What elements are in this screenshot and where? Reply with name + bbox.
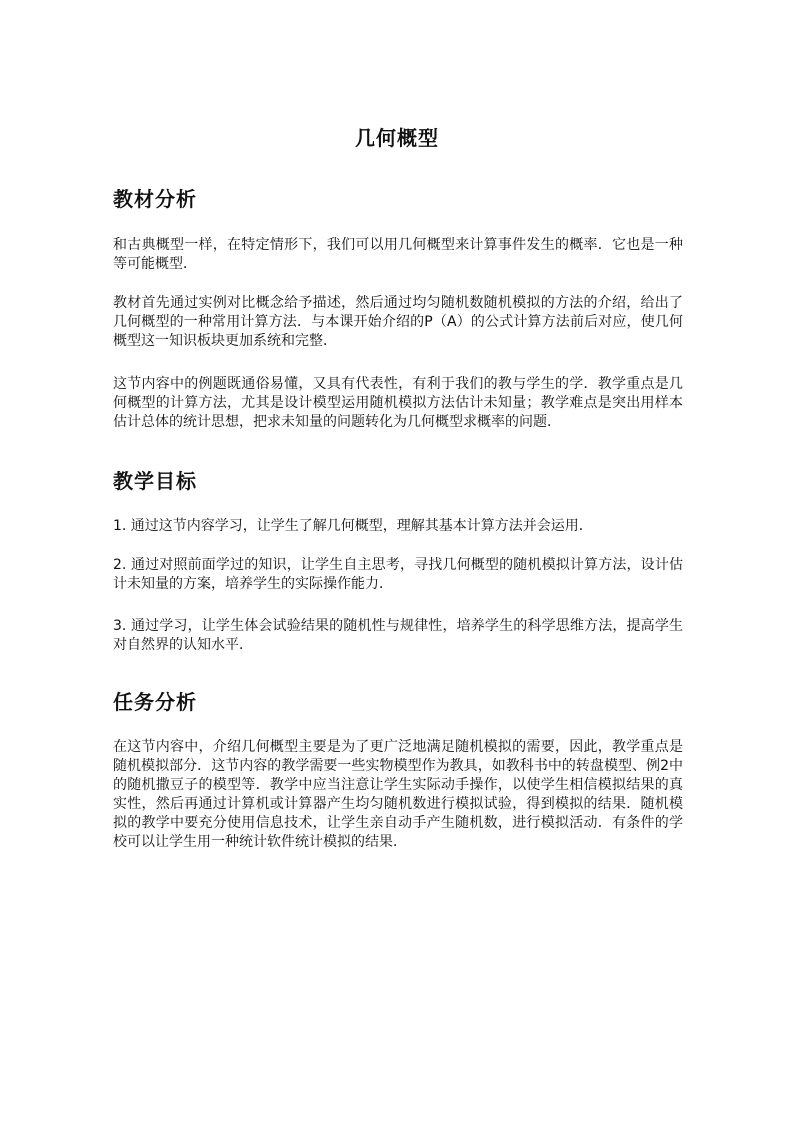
section-heading-task-analysis: 任务分析	[113, 690, 197, 714]
section-heading-teaching-goals: 教学目标	[113, 469, 197, 493]
section-heading-textbook-analysis: 教材分析	[113, 187, 197, 211]
document-title: 几何概型	[355, 126, 439, 150]
paragraph: 这节内容中的例题既通俗易懂，又具有代表性，有利于我们的教与学生的学．教学重点是几何概型的计算方法，尤其是设计模型运用随机模拟方法估计未知量；教学难点是突出用样本估计总体的统计思想，把求未知量的问题转化为几何概型求概率的问题．	[113, 376, 683, 430]
goal-item: 3. 通过学习，让学生体会试验结果的随机性与规律性，培养学生的科学思维方法，提高学生对自然界的认知水平．	[113, 618, 683, 653]
goal-item: 2. 通过对照前面学过的知识，让学生自主思考，寻找几何概型的随机模拟计算方法，设计估计未知量的方案，培养学生的实际操作能力．	[113, 557, 683, 592]
paragraph: 教材首先通过实例对比概念给予描述，然后通过均匀随机数随机模拟的方法的介绍，给出了几何概型的一种常用计算方法．与本课开始介绍的P（A）的公式计算方法前后对应，使几何概型这一知识板块更加系统和完整．	[113, 295, 683, 349]
paragraph: 在这节内容中，介绍几何概型主要是为了更广泛地满足随机模拟的需要，因此，教学重点是随机模拟部分．这节内容的教学需要一些实物模型作为教具，如教科书中的转盘模型、例2中的随机撒豆子的模型等．教学中应当注意让学生实际动手操作，以使学生相信模拟结果的真实性，然后再通过计算机或计算器产生均匀随机数进行模拟试验，得到模拟的结果．随机模拟的教学中要充分使用信息技术，让学生亲自动手产生随机数，进行模拟活动．有条件的学校可以让学生用一种统计软件统计模拟的结果．	[113, 739, 683, 850]
goal-item: 1. 通过这节内容学习，让学生了解几何概型，理解其基本计算方法并会运用．	[113, 518, 593, 534]
paragraph: 和古典概型一样，在特定情形下，我们可以用几何概型来计算事件发生的概率．它也是一种等可能概型．	[113, 237, 683, 272]
